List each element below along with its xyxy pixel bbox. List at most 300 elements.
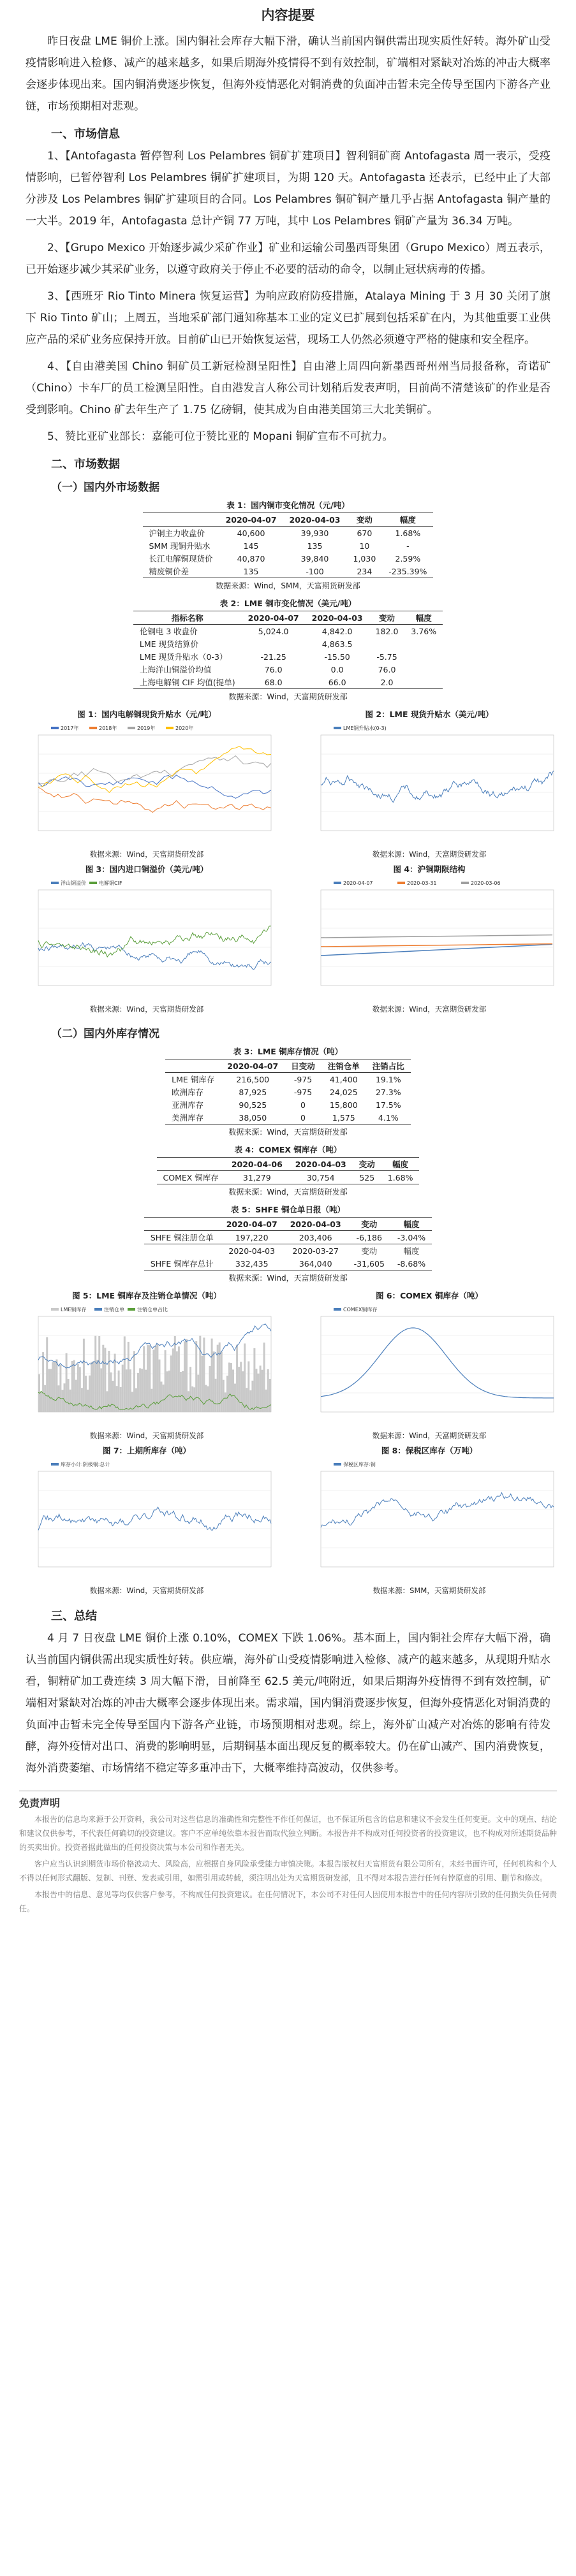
bar — [106, 1391, 108, 1412]
bar — [161, 1381, 163, 1412]
table-cell: 4.1% — [378, 1112, 399, 1123]
table-cell: 亚洲库存 — [172, 1100, 204, 1110]
bar — [55, 1360, 57, 1413]
chart-1 — [13, 708, 281, 859]
table-cell: 长江电解铜现货价 — [149, 554, 213, 564]
table-row — [165, 1073, 411, 1086]
table-cell: 670 — [357, 528, 373, 538]
table-header — [143, 513, 219, 527]
table-cell: -21.25 — [260, 651, 286, 662]
summary-paragraph: 昨日夜盘 LME 铜价上涨。国内铜社会库存大幅下滑，确认当前国内铜供需出现实质性好转。海外矿山受疫情影响进入检修、减产的越来越多，如果后期海外疫情得不到有效控制，矿端相对紧缺对冶炼的冲击大概率会逐步体现出来。国内铜消费逐步恢复，但海外疫情恶化对铜消费的负面冲击暂未完全传导至国内下游各产业链，市场预期相对悲观。 — [26, 35, 550, 113]
table-cell: 2.0 — [380, 677, 394, 687]
bar — [79, 1367, 81, 1413]
bar — [221, 1351, 223, 1412]
chart-5-plot — [13, 1302, 281, 1430]
report-title: 内容提要 — [261, 8, 315, 23]
table-cell: 87,925 — [239, 1087, 267, 1097]
chart-2 — [295, 708, 563, 859]
table-cell: -31,605 — [353, 1258, 385, 1269]
plot-area — [38, 1471, 271, 1567]
chart-3-title: 图 3：国内进口铜溢价（美元/吨） — [85, 864, 209, 874]
legend-label: 库存小计:阴极铜:总计 — [61, 1462, 110, 1467]
table-cell: 40,600 — [237, 528, 265, 538]
bar — [59, 1365, 61, 1412]
table-cell: 68.0 — [264, 677, 283, 687]
bar — [170, 1355, 172, 1412]
bar — [188, 1391, 189, 1412]
legend-label: 2020-03-06 — [471, 880, 501, 886]
news-item-2: 2、【Grupo Mexico 开始逐步减少采矿作业】矿业和运输公司墨西哥集团（Grupo Mexico）周五表示，已开始逐步减少其采矿业务，以遵守政府关于停止不必要的活动的命令，以制止冠状病毒的传播。 — [26, 242, 550, 276]
legend-swatch — [51, 1463, 59, 1466]
table-cell: 27.3% — [375, 1087, 401, 1097]
table-cell — [404, 637, 443, 650]
bar — [118, 1371, 120, 1412]
disclaimer-title: 免责声明 — [19, 1797, 61, 1809]
table-cell: 216,500 — [236, 1074, 270, 1084]
table-cell: SHFE 铜注册仓单 — [150, 1233, 214, 1242]
table3 — [165, 1059, 411, 1124]
table-cell: 上海洋山铜溢价均值 — [139, 665, 212, 674]
bar — [256, 1369, 258, 1412]
legend-label: 2018年 — [99, 725, 117, 731]
bar — [75, 1380, 77, 1412]
table-header — [165, 1059, 221, 1073]
bar — [260, 1365, 262, 1412]
bar — [247, 1362, 249, 1413]
legend-label: 注销仓单占比 — [137, 1307, 168, 1313]
bar — [62, 1390, 64, 1412]
table-cell: 135 — [243, 566, 259, 576]
table-row — [133, 625, 443, 638]
table-cell: 变动 — [361, 1246, 378, 1256]
chart-7-plot — [13, 1457, 281, 1585]
chart-7 — [13, 1444, 281, 1596]
table-header: 变动 — [356, 515, 373, 525]
chart-6-plot — [295, 1302, 563, 1430]
chart-1-plot — [13, 721, 281, 848]
table-cell — [242, 637, 306, 650]
bar — [230, 1363, 232, 1412]
table1-title: 表 1：国内铜市变化情况（元/吨） — [226, 500, 350, 510]
table-cell: 197,220 — [235, 1232, 269, 1242]
section-market-info: 一、市场信息 — [51, 127, 120, 141]
table-cell: -975 — [293, 1074, 313, 1084]
bar — [258, 1374, 260, 1412]
bar — [70, 1390, 71, 1412]
table-cell: -15.50 — [324, 651, 350, 662]
legend-label: 电解铜CIF — [99, 880, 122, 886]
table-cell: 41,400 — [329, 1074, 358, 1084]
table-cell — [404, 676, 443, 689]
legend-swatch — [334, 1308, 341, 1311]
table-header: 2020-04-07 — [247, 613, 299, 623]
bar — [215, 1379, 217, 1412]
bar — [197, 1375, 199, 1413]
table-header: 2020-04-03 — [295, 1159, 346, 1169]
legend-swatch — [461, 882, 469, 884]
table2-source: 数据来源：Wind，天富期货研发部 — [228, 692, 348, 701]
chart-7-source: 数据来源：Wind，天富期货研发部 — [89, 1586, 204, 1595]
table-header: 幅度 — [392, 1160, 409, 1169]
chart-4-title: 图 4：沪铜期限结构 — [393, 864, 466, 874]
table-cell: 66.0 — [328, 677, 346, 687]
table-cell: 19.1% — [375, 1074, 401, 1084]
table-cell: 203,406 — [299, 1232, 332, 1242]
bar — [52, 1362, 54, 1412]
table-header: 2020-04-07 — [227, 1061, 279, 1071]
table-cell: SMM 现铜升贴水 — [149, 541, 210, 551]
bar — [129, 1369, 131, 1412]
bar — [143, 1346, 145, 1412]
table2 — [133, 611, 443, 689]
bar — [209, 1366, 211, 1412]
bar — [172, 1348, 174, 1412]
bar — [168, 1371, 170, 1412]
table-cell: 90,525 — [239, 1100, 267, 1110]
bar — [253, 1348, 255, 1412]
table-cell: 0.0 — [330, 664, 344, 674]
chart-6 — [295, 1290, 563, 1441]
table-header: 幅度 — [415, 613, 432, 623]
bar — [225, 1392, 226, 1412]
table-header: 日变动 — [291, 1061, 315, 1071]
bar — [147, 1345, 149, 1412]
bar — [96, 1360, 98, 1412]
table-cell: 5,024.0 — [258, 626, 289, 636]
chart-2-title: 图 2：LME 现货升贴水（美元/吨） — [365, 709, 494, 719]
table-header: 注销占比 — [372, 1061, 404, 1071]
table-row — [133, 650, 443, 663]
table-row — [143, 527, 434, 540]
table-cell: 234 — [357, 566, 373, 576]
bar — [92, 1361, 94, 1412]
table-cell: 76.0 — [378, 664, 396, 674]
bar — [100, 1369, 102, 1413]
bar — [265, 1390, 267, 1412]
table-cell: 1,575 — [332, 1112, 355, 1123]
legend-label: LME铜库存 — [61, 1307, 87, 1313]
bar — [135, 1388, 137, 1412]
chart-2-plot — [295, 721, 563, 848]
legend-swatch — [51, 1308, 59, 1311]
disclaimer-paragraph: 本报告中的信息、意见等均仅供客户参考，不构成任何投资建议。在任何情况下，本公司不对任何人因使用本报告中的任何内容所引致的任何损失负任何责任。 — [19, 1890, 557, 1913]
bar — [207, 1386, 209, 1412]
table-cell: 39,840 — [300, 553, 329, 564]
table-cell: 2.59% — [395, 553, 421, 564]
charts-market — [13, 708, 563, 1018]
bar — [73, 1360, 75, 1412]
table-header: 变动 — [358, 1160, 375, 1169]
table-cell: 3.76% — [411, 626, 437, 636]
bar — [203, 1337, 205, 1412]
table-cell: 76.0 — [264, 664, 283, 674]
bar — [263, 1343, 265, 1412]
chart-5 — [13, 1290, 281, 1441]
bar — [48, 1369, 50, 1413]
table-cell: SHFE 铜库存总计 — [150, 1259, 214, 1269]
news-item-1: 1、【Antofagasta 暂停智利 Los Pelambres 铜矿扩建项目】智利铜矿商 Antofagasta 周一表示，受疫情影响，已暂停智利 Los Pelambres 铜矿扩建项目，为期 120 天。Antofagasta 还表示，已经中止了大部分涉及 Los Pelambres 铜矿扩建项目的合同。Los Pelambres 铜矿铜产量几乎占据 Antofagasta 铜产量的一大半。2019 年，Antofagasta 总计产铜 77 万吨，其中 Los Pelambres 铜矿产量为 36.34 万吨。 — [26, 150, 550, 228]
plot-area — [38, 890, 271, 986]
plot-area — [321, 1471, 554, 1567]
table-header: 2020-04-07 — [226, 1219, 277, 1229]
table-row — [133, 676, 443, 689]
table-cell: 17.5% — [375, 1100, 401, 1110]
news-item-5: 5、赞比亚矿业部长：嘉能可位于赞比亚的 Mopani 铜矿宣布不可抗力。 — [47, 430, 394, 443]
bar — [244, 1344, 246, 1413]
bar — [240, 1362, 242, 1412]
bar — [267, 1369, 269, 1412]
table-cell: 39,930 — [300, 528, 329, 538]
bar — [246, 1388, 247, 1412]
table-cell: 2020-03-27 — [292, 1246, 339, 1256]
bar — [238, 1367, 240, 1412]
bar — [151, 1389, 152, 1412]
legend-swatch — [128, 727, 135, 729]
table-cell: 24,025 — [329, 1087, 358, 1097]
legend-label: 2020-04-07 — [343, 880, 373, 886]
bar — [122, 1365, 124, 1412]
table-cell: 4,863.5 — [321, 639, 353, 649]
news-item-3: 3、【西班牙 Rio Tinto Minera 恢复运营】为响应政府防疫措施，Atalaya Mining 于 3 月 30 关闭了旗下 Rio Tinto 矿山；上周五，当地采矿部门通知称基本工业的定义已扩展到包括采矿在内，为其他重要工业供应产品的采矿业务应保持开放。目前矿山已开始恢复运营，现场工人仍然必须遵守严格的健康和安全程序。 — [26, 290, 550, 346]
table-header: 变动 — [361, 1219, 378, 1229]
news-item-4: 4、【自由港美国 Chino 铜矿员工新冠检测呈阳性】自由港上周四向新墨西哥州州当局报备称，奇诺矿（Chino）卡车厂的员工检测呈阳性。自由港发言人称公司计划稍后发表声明，目前尚不清楚该矿的作业是否受到影响。Chino 矿去年生产了 1.75 亿磅铜，使其成为自由港美国第三大北美铜矿。 — [26, 360, 550, 416]
table-cell: 欧洲库存 — [172, 1088, 204, 1097]
table-cell: 40,870 — [237, 553, 265, 564]
section-conclusion: 三、总结 — [51, 1610, 97, 1623]
legend-label: 洋山铜溢价 — [61, 880, 86, 886]
bar — [83, 1339, 85, 1412]
chart-6-title: 图 6：COMEX 铜库存（吨） — [376, 1291, 483, 1300]
bar — [180, 1372, 182, 1412]
disclaimer-paragraph: 本报告的信息均来源于公开资料，我公司对这些信息的准确性和完整性不作任何保证，也不保证所包含的信息和建议不会发生任何变更。文中的观点、结论和建议仅供参考，不代表任何确切的投资建议。客户不应单纯依靠本报告而取代独立判断。本报告并不构成对任何投资者的投资建议，也不构成对所述期货品种的买卖出价。投资者据此做出的任何投资决策与本公司和作者无关。 — [19, 1815, 557, 1852]
table3-title: 表 3：LME 铜库存情况（吨） — [233, 1047, 343, 1056]
chart-8-source: 数据来源：SMM，天富期货研发部 — [373, 1586, 486, 1595]
bar — [236, 1345, 238, 1412]
subsection-inventory: （二）国内外库存情况 — [51, 1028, 159, 1040]
bar — [50, 1369, 52, 1412]
bar — [120, 1387, 122, 1412]
bar — [114, 1354, 116, 1412]
legend-label: 2019年 — [137, 725, 156, 731]
disclaimer-paragraph: 客户应当认识到期货市场价格波动大、风险高，应根据自身风险承受能力审慎决策。本报告版权归天富期货有限公司所有，未经书面许可，任何机构和个人不得以任何形式翻版、复制、刊登、发表或引用，如需引用或转载，须注明出处为天富期货研发部，且不得对本报告进行任何有悖原意的引用、删节和修改。 — [19, 1859, 557, 1882]
table-cell: 1.68% — [395, 528, 421, 538]
chart-8-plot — [295, 1457, 563, 1585]
table-cell: 10 — [359, 541, 370, 551]
subsection-markets: （一）国内外市场数据 — [51, 481, 159, 494]
bar — [159, 1360, 161, 1412]
table-cell: -5.75 — [376, 651, 397, 662]
legend-swatch — [51, 727, 59, 729]
bar — [40, 1392, 42, 1412]
bar — [54, 1362, 55, 1413]
chart-8 — [295, 1444, 563, 1596]
table-cell: 525 — [359, 1172, 375, 1182]
table-row — [165, 1111, 411, 1124]
bar — [46, 1337, 48, 1412]
bar — [174, 1336, 176, 1412]
legend-swatch — [334, 727, 341, 729]
legend-swatch — [334, 882, 341, 884]
chart-1-title: 图 1：国内电解铜现货升贴水（元/吨） — [77, 709, 216, 719]
legend-swatch — [397, 882, 405, 884]
table-cell: 1,030 — [353, 553, 376, 564]
table-cell: 0 — [300, 1100, 306, 1110]
legend-swatch — [94, 1308, 102, 1311]
table-cell: 伦铜电 3 收盘价 — [139, 627, 198, 636]
legend-label: 2017年 — [61, 725, 79, 731]
table-header: 注销仓单 — [327, 1061, 360, 1071]
table-cell: 上海电解铜 CIF 均值(提单) — [139, 678, 235, 687]
legend-swatch — [51, 882, 59, 884]
table-cell — [144, 1244, 220, 1258]
table4 — [157, 1157, 420, 1184]
bar — [182, 1371, 184, 1412]
bar — [176, 1351, 178, 1412]
table-cell: 135 — [307, 541, 323, 551]
table-cell — [369, 637, 405, 650]
bar — [165, 1350, 166, 1412]
table-header: 2020-04-03 — [290, 1219, 341, 1229]
table-cell: 精废铜价差 — [149, 567, 189, 576]
legend-swatch — [166, 727, 174, 729]
table-cell: -6,186 — [356, 1232, 382, 1242]
legend-label: 2020-03-31 — [407, 880, 437, 886]
bar — [94, 1336, 96, 1412]
table-cell: 幅度 — [403, 1246, 420, 1256]
table-row — [133, 663, 443, 676]
bar — [223, 1380, 225, 1412]
table-row — [165, 1098, 411, 1111]
table5-source: 数据来源：Wind，天富期货研发部 — [228, 1274, 348, 1283]
chart-3-source: 数据来源：Wind，天富期货研发部 — [89, 1005, 204, 1014]
table-header — [144, 1218, 220, 1231]
table-cell: 182.0 — [375, 626, 399, 636]
table-cell: LME 现货升贴水（0-3） — [139, 652, 228, 662]
bar — [81, 1388, 83, 1412]
bar — [133, 1351, 135, 1412]
table-header: 幅度 — [403, 1219, 420, 1229]
table-cell: 332,435 — [235, 1258, 269, 1269]
table-cell: 1.68% — [387, 1172, 413, 1182]
section-market-data: 二、市场数据 — [51, 458, 120, 471]
table5-title: 表 5：SHFE 铜仓单日报（吨） — [231, 1205, 345, 1214]
bar — [112, 1381, 114, 1412]
table-cell: 30,754 — [306, 1172, 335, 1182]
bar — [149, 1345, 151, 1412]
bar — [57, 1385, 59, 1412]
chart-5-title: 图 5：LME 铜库存及注销仓单情况（吨） — [72, 1291, 221, 1300]
table-cell: 145 — [243, 541, 259, 551]
chart-4 — [295, 863, 563, 1014]
table-cell: 15,800 — [329, 1100, 358, 1110]
bar — [124, 1336, 126, 1412]
table-cell: COMEX 铜库存 — [163, 1173, 219, 1182]
bar — [66, 1353, 68, 1412]
bar — [139, 1368, 141, 1412]
table-cell: LME 铜库存 — [172, 1075, 215, 1084]
bar — [98, 1336, 100, 1412]
table-row — [133, 637, 443, 650]
bar — [108, 1351, 110, 1412]
chart-7-title: 图 7：上期所库存（吨） — [102, 1446, 191, 1455]
legend-swatch — [334, 1463, 341, 1466]
chart-6-source: 数据来源：Wind，天富期货研发部 — [372, 1431, 487, 1440]
legend-label: LME铜升贴水(0-3) — [343, 725, 387, 731]
chart-2-source: 数据来源：Wind，天富期货研发部 — [372, 850, 487, 859]
table-row — [144, 1244, 432, 1258]
table-row — [157, 1171, 420, 1184]
table-header: 变动 — [379, 613, 395, 623]
chart-3-plot — [13, 876, 281, 1003]
legend-swatch — [89, 882, 97, 884]
bar — [102, 1345, 104, 1412]
bar — [154, 1346, 156, 1412]
table-cell: 2020-04-03 — [228, 1246, 276, 1256]
bar — [189, 1367, 191, 1412]
table-cell: 美洲库存 — [172, 1113, 204, 1123]
legend-label: 保税区库存:铜 — [343, 1462, 376, 1467]
table-header — [157, 1158, 225, 1171]
bar — [44, 1385, 46, 1412]
table-row — [144, 1257, 432, 1270]
bar — [251, 1381, 253, 1412]
bar — [269, 1379, 271, 1412]
bar — [166, 1371, 168, 1412]
chart-8-title: 图 8：保税区库存（万吨） — [381, 1446, 478, 1455]
table-row — [143, 565, 434, 578]
bar — [184, 1341, 186, 1412]
table-cell: 0 — [300, 1112, 306, 1123]
table-cell: 沪铜主力收盘价 — [149, 528, 205, 538]
bar — [178, 1346, 180, 1412]
bar — [64, 1383, 66, 1412]
bar — [232, 1370, 234, 1413]
table1 — [143, 513, 434, 578]
bar — [195, 1341, 197, 1412]
legend-label: 2020年 — [175, 725, 194, 731]
bar — [219, 1343, 221, 1412]
legend-swatch — [89, 727, 97, 729]
chart-1-source: 数据来源：Wind，天富期货研发部 — [89, 850, 204, 859]
table-cell: -100 — [306, 566, 324, 576]
table-cell: 38,050 — [239, 1112, 267, 1123]
table-cell: -975 — [293, 1087, 313, 1097]
table-cell: 4,842.0 — [321, 626, 353, 636]
legend-swatch — [128, 1308, 135, 1311]
table-cell: -8.68% — [397, 1258, 426, 1269]
charts-inventory — [13, 1290, 563, 1599]
table-cell: 364,040 — [299, 1258, 332, 1269]
table-header: 2020-04-07 — [225, 514, 277, 525]
bar — [68, 1379, 70, 1412]
table-header: 2020-04-06 — [231, 1159, 283, 1169]
chart-4-plot — [295, 876, 563, 1003]
table-header: 2020-04-03 — [311, 613, 363, 623]
table-header: 指标名称 — [171, 613, 203, 623]
table4-title: 表 4：COMEX 铜库存（吨） — [234, 1145, 342, 1154]
table-header: 幅度 — [399, 515, 416, 525]
chart-3 — [13, 863, 281, 1014]
bar — [85, 1376, 87, 1412]
bar — [128, 1342, 129, 1412]
table-row — [144, 1231, 432, 1244]
table-cell: - — [406, 541, 410, 551]
table1-source: 数据来源：Wind，SMM，天富期货研发部 — [216, 581, 360, 590]
chart-4-source: 数据来源：Wind，天富期货研发部 — [372, 1005, 487, 1014]
table-cell: 31,279 — [242, 1172, 271, 1182]
table-cell: -3.04% — [397, 1232, 426, 1242]
table-row — [143, 552, 434, 565]
